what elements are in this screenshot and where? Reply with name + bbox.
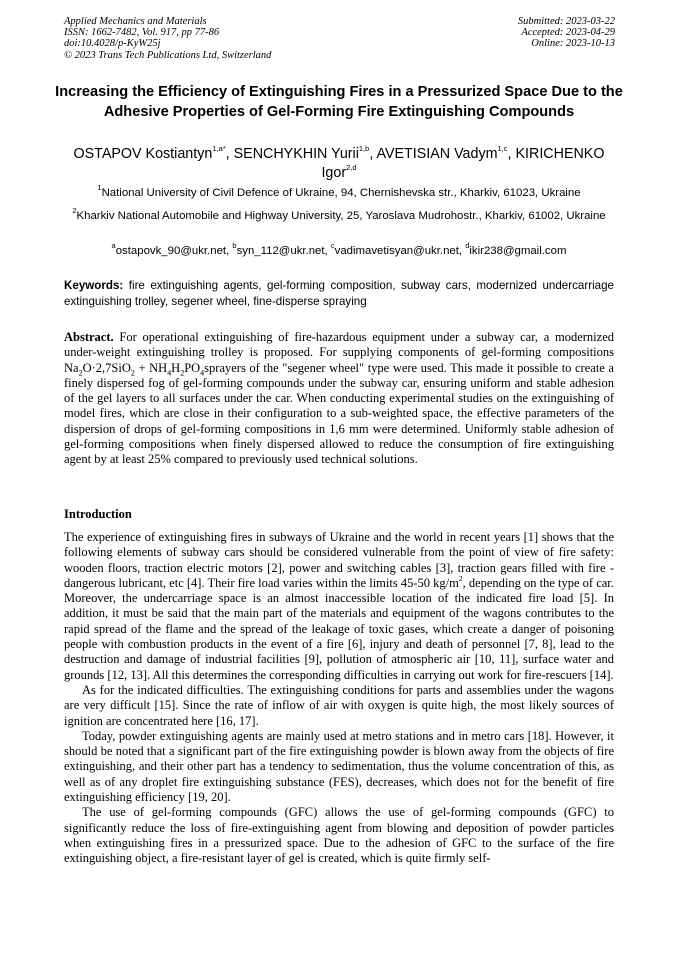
accepted-date: Accepted: 2023-04-29 bbox=[521, 27, 615, 39]
affiliation-1: $^1$National University of Civil Defence of Ukraine, 94, Chernishevska str., Kharkiv, 61023, Ukraine bbox=[97, 183, 581, 199]
paragraph: Moreover, the undercarriage space is an almost inaccessible location of the indicated fire load [5]. In addition, it must be said that the main part of the materials and equipment of the wagons contributes to the rapid spread of the flame and the spread of the leakage of toxic gases, which create a danger of poisoning people with combustion products in the event of a fire [6], injury and death of personnel [7, 8], lead to the destruction and damage of industrial facilities [9], pollution of atmospheric air [10, 11], surface water and grounds [12, 13]. All this determines the corresponding difficulties in carrying out work for fire-rescuers [14]. bbox=[64, 591, 614, 682]
journal-copyright: © 2023 Trans Tech Publications Ltd, Switzerland bbox=[64, 49, 272, 61]
author-name: AVETISIAN Vadym bbox=[376, 146, 498, 162]
author-list bbox=[60, 145, 618, 183]
keywords bbox=[64, 278, 614, 309]
paragraph: Today, powder extinguishing agents are mainly used at metro stations and in metro cars [18]. However, it should be noted that a significant part of the fire extinguishing powder is blown away from the objects of fire extinguishing, and their other part has a tendency to sedimentation, thus the volume concentration of this, as well as of any droplet fire extinguishing substance (FES), decreases, which does not for the benefit of fire extinguishing efficiency [19, 20]. bbox=[64, 728, 614, 805]
publication-dates bbox=[518, 16, 615, 50]
author-name: KIRICHENKO Igor bbox=[321, 146, 605, 181]
email-list: $^a$ostapovk_90@ukr.net, $^b$syn_112@ukr.net, $^c$vadimavetisyan@ukr.net, $^d$ikir238@gmail.com bbox=[111, 241, 567, 257]
journal-doi: doi:10.4028/p-KyW25j bbox=[64, 38, 161, 50]
submitted-date: Submitted: 2023-03-22 bbox=[517, 16, 615, 27]
author-sup: 2,d bbox=[346, 163, 357, 173]
email-link[interactable]: syn_112@ukr.net, bbox=[236, 245, 331, 257]
author-name: OSTAPOV Kostiantyn bbox=[73, 146, 213, 162]
introduction-body bbox=[64, 530, 614, 867]
abstract-label: Abstract. bbox=[64, 330, 114, 344]
keywords-label: Keywords: bbox=[64, 279, 124, 292]
journal-issn: ISSN: 1662-7482, Vol. 917, pp 77-86 bbox=[64, 27, 220, 39]
author-name: SENCHYKHIN Yurii bbox=[233, 146, 359, 162]
journal-info bbox=[64, 16, 271, 61]
email-link[interactable]: vadimavetisyan@ukr.net, bbox=[334, 245, 466, 257]
affiliation-2: $^2$Kharkiv National Automobile and Highway University, 25, Yaroslava Mudrohostr., Kharkiv, 61002, Ukraine bbox=[72, 206, 606, 222]
abstract: Abstract. For operational extinguishing of fire-hazardous equipment under a subway car, a modernized under-weight extinguishing trolley is proposed. For supplying components of gel-forming compositions $Na_2O\cdot 2,7SiO_2$ + $NH_4H_2PO_4sprayers$ of the "segener wheel" type were used. This made it possible to create a finely dispersed fog of gel-forming compounds under the subway car, ensuring uniform and stable adhesion of the gel layers to all surfaces under the car. When conducting experimental studies on the extinguishing of model fires, which are close in their configuration to a sub-weighted space, the effective parameters of the dispersion of drops of gel-forming compositions in 1,6 mm were determined. Uniformly stable adhesion of gel-forming compositions when finely dispersed allowed to reduce the consumption of fire extinguishing agent by at least 25% compared to previously used technical solutions. bbox=[64, 330, 615, 467]
author-sup: 1,a* bbox=[212, 144, 226, 154]
paragraph: The experience of extinguishing fires in subways of Ukraine and the world in recent years [1] shows that the following elements of subway cars should be considered vulnerable from the point of view of fire safety: wooden floors, traction electric motors [2], power and switching cables [3], traction gears filled with fire - dangerous lubricant, etc [4]. Their fire load varies within the limits 45-50 $kg/m^2$, depending on the type of car. bbox=[64, 530, 614, 590]
paragraph: As for the indicated difficulties. The extinguishing conditions for parts and assemblies under the wagons are very difficult [15]. Since the rate of inflow of air with oxygen is quite high, the most likely sources of ignition are concentrated here [16, 17]. bbox=[64, 682, 614, 728]
keywords-text: fire extinguishing agents, gel-forming composition, subway cars, modernized undercarriage extinguishing trolley, segener wheel, fine-disperse spraying bbox=[64, 279, 614, 308]
email-link[interactable]: ikir238@gmail.com bbox=[469, 245, 567, 257]
paper-title: Increasing the Efficiency of Extinguishing Fires in a Pressurized Space Due to the Adhesive Properties of Gel-Forming Fire Extinguishing Compounds bbox=[55, 84, 623, 120]
author-sup: 1,c bbox=[497, 144, 508, 154]
email-link[interactable]: ostapovk_90@ukr.net, bbox=[115, 245, 233, 257]
author-sup: 1,b bbox=[358, 144, 370, 154]
author: AVETISIAN Vadym$^{1,c}$, bbox=[376, 144, 516, 162]
author: SENCHYKHIN Yurii$^{1,b}$, bbox=[233, 144, 377, 162]
author: OSTAPOV Kostiantyn$^{1,a*}$, bbox=[73, 144, 234, 162]
section-heading-introduction: Introduction bbox=[64, 507, 132, 521]
paragraph: The use of gel-forming compounds (GFC) allows the use of gel-forming compounds (GFC) to significantly reduce the loss of fire-extinguishing agent from blowing and deposition of powder particles when extinguishing fires in a pressurized space. Due to the adhesion of GFC to the surface of the fire extinguishing object, a fire-resistant layer of gel is created, which is quite firmly self- bbox=[64, 805, 614, 866]
journal-name: Applied Mechanics and Materials bbox=[64, 16, 207, 27]
online-date: Online: 2023-10-13 bbox=[531, 38, 615, 50]
